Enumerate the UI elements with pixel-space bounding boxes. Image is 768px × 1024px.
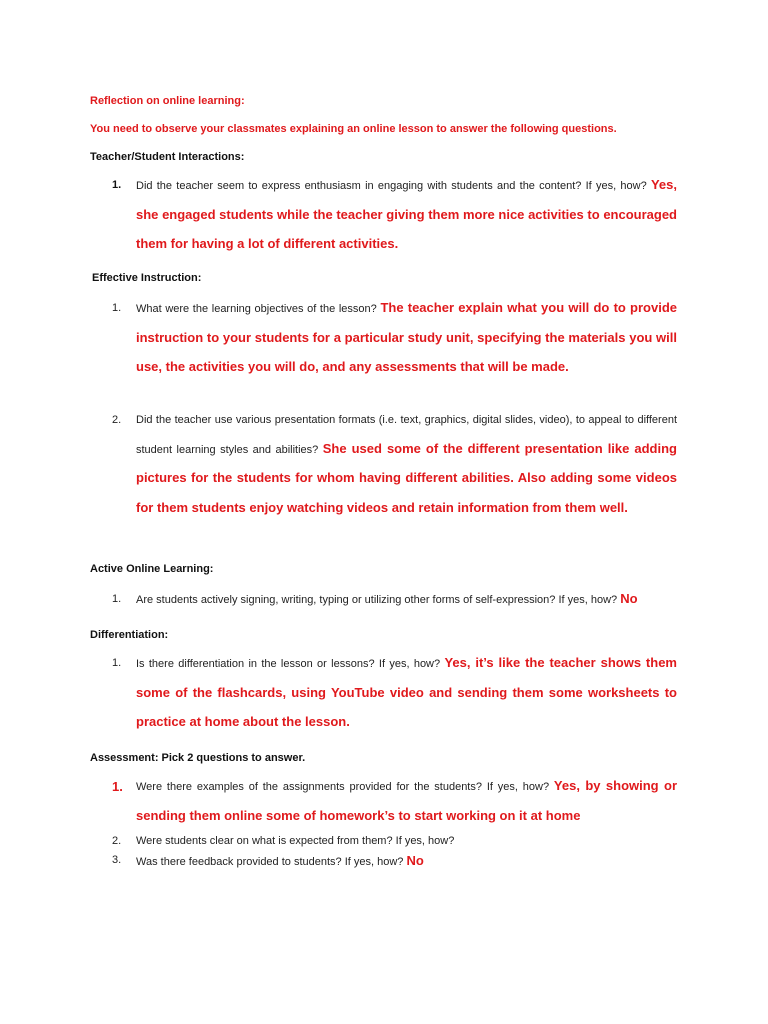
- question-text: Did the teacher seem to express enthusiasm in engaging with students and the content? If yes, how?: [136, 180, 647, 192]
- answer-text: Yes, it’s like the teacher shows them some of the flashcards, using YouTube video and sending them some worksheets to practice at home about the lesson.: [136, 655, 677, 729]
- question-text: Is there differentiation in the lesson or lessons? If yes, how?: [136, 658, 441, 670]
- section-heading-effective-instruction: Effective Instruction:: [92, 272, 202, 284]
- question-item: [136, 171, 677, 260]
- section-heading-assessment: Assessment: Pick 2 questions to answer.: [90, 752, 306, 764]
- question-item: [136, 585, 677, 615]
- answer-text: She used some of the different presentation like adding pictures for the students for whom having different abilities. Also adding some videos for them students enjoy watching videos and retain information from them well.: [136, 440, 677, 515]
- item-number: 1.: [112, 657, 122, 669]
- question-text: Was there feedback provided to students? If yes, how?: [136, 856, 404, 868]
- section-heading-teacher-student-interactions: Teacher/Student Interactions:: [90, 151, 245, 163]
- question-text: Were students clear on what is expected from them? If yes, how?: [136, 835, 455, 847]
- item-number: 1.: [112, 779, 123, 794]
- question-text: Were there examples of the assignments provided for the students? If yes, how?: [136, 781, 550, 793]
- question-item: [136, 294, 677, 383]
- question-text: What were the learning objectives of the lesson?: [136, 303, 377, 315]
- item-number: 2.: [112, 835, 122, 847]
- item-number: 1.: [112, 302, 122, 314]
- question-text: Are students actively signing, writing, typing or utilizing other forms of self-expression? If yes, how?: [136, 594, 618, 606]
- answer-text: No: [406, 853, 424, 868]
- item-number: 1.: [112, 593, 122, 605]
- section-heading-active-online-learning: Active Online Learning:: [90, 563, 214, 575]
- document-instruction: You need to observe your classmates explaining an online lesson to answer the following questions.: [90, 123, 617, 135]
- section-heading-differentiation: Differentiation:: [90, 629, 169, 641]
- question-item: [136, 649, 677, 738]
- item-number: 3.: [112, 854, 122, 866]
- answer-text: No: [620, 591, 638, 606]
- answer-text: Yes, by showing or sending them online some of homework’s to start working on it at home: [136, 778, 678, 823]
- answer-text: Yes, she engaged students while the teacher giving them more nice activities to encouraged them for having a lot of different activities.: [136, 177, 677, 251]
- question-item: [136, 406, 677, 523]
- question-item: [136, 772, 677, 831]
- item-number: 2.: [112, 414, 122, 426]
- document-title: Reflection on online learning:: [90, 95, 245, 107]
- question-text: Did the teacher use various presentation formats (i.e. text, graphics, digital slides, video), to appeal to different student learning styles and abilities?: [136, 414, 677, 456]
- question-item: [136, 832, 677, 851]
- item-number: 1.: [112, 179, 122, 191]
- question-item: [136, 851, 677, 872]
- answer-text: The teacher explain what you will do to provide instruction to your students for a particular study unit, specifying the materials you will use, the activities you will do, and any assessments that will be made.: [136, 300, 677, 374]
